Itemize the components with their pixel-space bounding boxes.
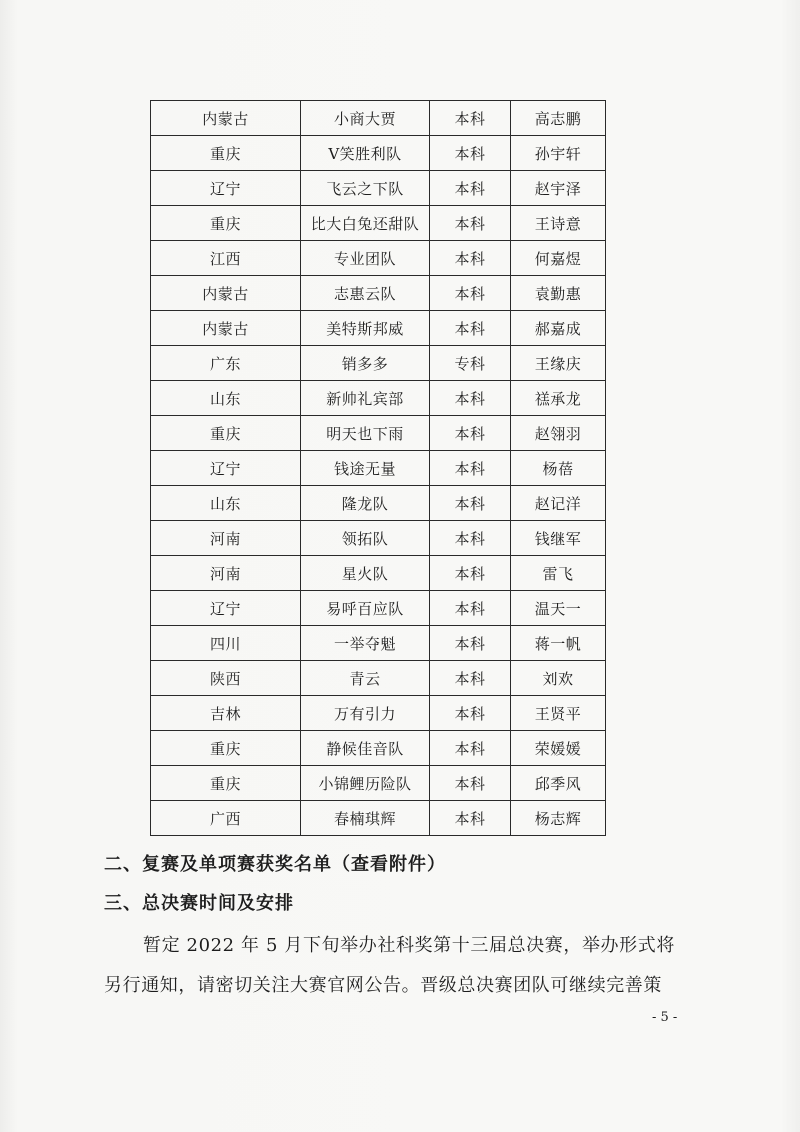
captain-cell: 赵宇泽 (511, 171, 606, 206)
education-level-cell: 本科 (430, 766, 511, 801)
province-cell: 重庆 (151, 206, 301, 241)
education-level-cell: 本科 (430, 521, 511, 556)
team-name-cell: 飞云之下队 (301, 171, 430, 206)
team-name-cell: 志惠云队 (301, 276, 430, 311)
captain-cell: 王缘庆 (511, 346, 606, 381)
province-cell: 江西 (151, 241, 301, 276)
education-level-cell: 本科 (430, 556, 511, 591)
province-cell: 内蒙古 (151, 276, 301, 311)
province-cell: 重庆 (151, 416, 301, 451)
province-cell: 山东 (151, 381, 301, 416)
captain-cell: 钱继军 (511, 521, 606, 556)
table-row (151, 591, 606, 626)
captain-cell: 王诗意 (511, 206, 606, 241)
team-name-cell: 隆龙队 (301, 486, 430, 521)
education-level-cell: 本科 (430, 171, 511, 206)
province-cell: 辽宁 (151, 171, 301, 206)
award-table (150, 100, 606, 836)
education-level-cell: 本科 (430, 696, 511, 731)
captain-cell: 蒋一帆 (511, 626, 606, 661)
team-name-cell: 销多多 (301, 346, 430, 381)
education-level-cell: 本科 (430, 136, 511, 171)
table-row (151, 486, 606, 521)
table-row (151, 521, 606, 556)
table-row (151, 311, 606, 346)
section-3-paragraph-line-2: 另行通知，请密切关注大赛官网公告。晋级总决赛团队可继续完善策 (104, 975, 662, 996)
captain-cell: 杨蓓 (511, 451, 606, 486)
captain-cell: 赵记洋 (511, 486, 606, 521)
education-level-cell: 专科 (430, 346, 511, 381)
education-level-cell: 本科 (430, 731, 511, 766)
province-cell: 辽宁 (151, 451, 301, 486)
education-level-cell: 本科 (430, 591, 511, 626)
province-cell: 重庆 (151, 766, 301, 801)
team-name-cell: 钱途无量 (301, 451, 430, 486)
education-level-cell: 本科 (430, 101, 511, 136)
province-cell: 广西 (151, 801, 301, 836)
captain-cell: 雷飞 (511, 556, 606, 591)
education-level-cell: 本科 (430, 276, 511, 311)
table-row (151, 731, 606, 766)
province-cell: 内蒙古 (151, 101, 301, 136)
education-level-cell: 本科 (430, 661, 511, 696)
captain-cell: 荣媛媛 (511, 731, 606, 766)
captain-cell: 温天一 (511, 591, 606, 626)
captain-cell: 王贤平 (511, 696, 606, 731)
table-row (151, 801, 606, 836)
captain-cell: 刘欢 (511, 661, 606, 696)
page-number: - 5 - (652, 1010, 678, 1025)
province-cell: 陕西 (151, 661, 301, 696)
team-name-cell: 美特斯邦威 (301, 311, 430, 346)
table-row (151, 766, 606, 801)
team-name-cell: V笑胜利队 (301, 136, 430, 171)
table-row (151, 241, 606, 276)
table-row (151, 661, 606, 696)
province-cell: 重庆 (151, 731, 301, 766)
education-level-cell: 本科 (430, 311, 511, 346)
table-row (151, 416, 606, 451)
province-cell: 内蒙古 (151, 311, 301, 346)
team-name-cell: 易呼百应队 (301, 591, 430, 626)
team-name-cell: 星火队 (301, 556, 430, 591)
province-cell: 吉林 (151, 696, 301, 731)
table-row (151, 381, 606, 416)
table-row (151, 696, 606, 731)
education-level-cell: 本科 (430, 451, 511, 486)
education-level-cell: 本科 (430, 241, 511, 276)
team-name-cell: 青云 (301, 661, 430, 696)
section-3-heading: 三、总决赛时间及安排 (104, 893, 294, 914)
team-name-cell: 一举夺魁 (301, 626, 430, 661)
table-row (151, 276, 606, 311)
province-cell: 四川 (151, 626, 301, 661)
province-cell: 山东 (151, 486, 301, 521)
captain-cell: 何嘉煜 (511, 241, 606, 276)
team-name-cell: 专业团队 (301, 241, 430, 276)
captain-cell: 杨志辉 (511, 801, 606, 836)
team-name-cell: 万有引力 (301, 696, 430, 731)
table-row (151, 556, 606, 591)
award-table-body (151, 101, 606, 836)
captain-cell: 孙宇轩 (511, 136, 606, 171)
province-cell: 广东 (151, 346, 301, 381)
section-2-heading: 二、复赛及单项赛获奖名单（查看附件） (104, 854, 446, 875)
team-name-cell: 明天也下雨 (301, 416, 430, 451)
table-row (151, 346, 606, 381)
captain-cell: 赵翎羽 (511, 416, 606, 451)
education-level-cell: 本科 (430, 416, 511, 451)
team-name-cell: 小锦鲤历险队 (301, 766, 430, 801)
table-row (151, 101, 606, 136)
captain-cell: 袁勤惠 (511, 276, 606, 311)
province-cell: 辽宁 (151, 591, 301, 626)
captain-cell: 禚承龙 (511, 381, 606, 416)
team-name-cell: 领拓队 (301, 521, 430, 556)
section-3-paragraph-line-1: 暂定 2022 年 5 月下旬举办社科奖第十三届总决赛，举办形式将 (143, 935, 675, 956)
table-row (151, 136, 606, 171)
team-name-cell: 静候佳音队 (301, 731, 430, 766)
education-level-cell: 本科 (430, 486, 511, 521)
table-row (151, 206, 606, 241)
table-row (151, 626, 606, 661)
captain-cell: 郝嘉成 (511, 311, 606, 346)
province-cell: 河南 (151, 521, 301, 556)
team-name-cell: 比大白兔还甜队 (301, 206, 430, 241)
captain-cell: 邱季风 (511, 766, 606, 801)
team-name-cell: 新帅礼宾部 (301, 381, 430, 416)
province-cell: 重庆 (151, 136, 301, 171)
education-level-cell: 本科 (430, 801, 511, 836)
team-name-cell: 小商大贾 (301, 101, 430, 136)
education-level-cell: 本科 (430, 381, 511, 416)
province-cell: 河南 (151, 556, 301, 591)
education-level-cell: 本科 (430, 626, 511, 661)
education-level-cell: 本科 (430, 206, 511, 241)
team-name-cell: 春楠琪辉 (301, 801, 430, 836)
table-row (151, 451, 606, 486)
table-row (151, 171, 606, 206)
captain-cell: 高志鹏 (511, 101, 606, 136)
